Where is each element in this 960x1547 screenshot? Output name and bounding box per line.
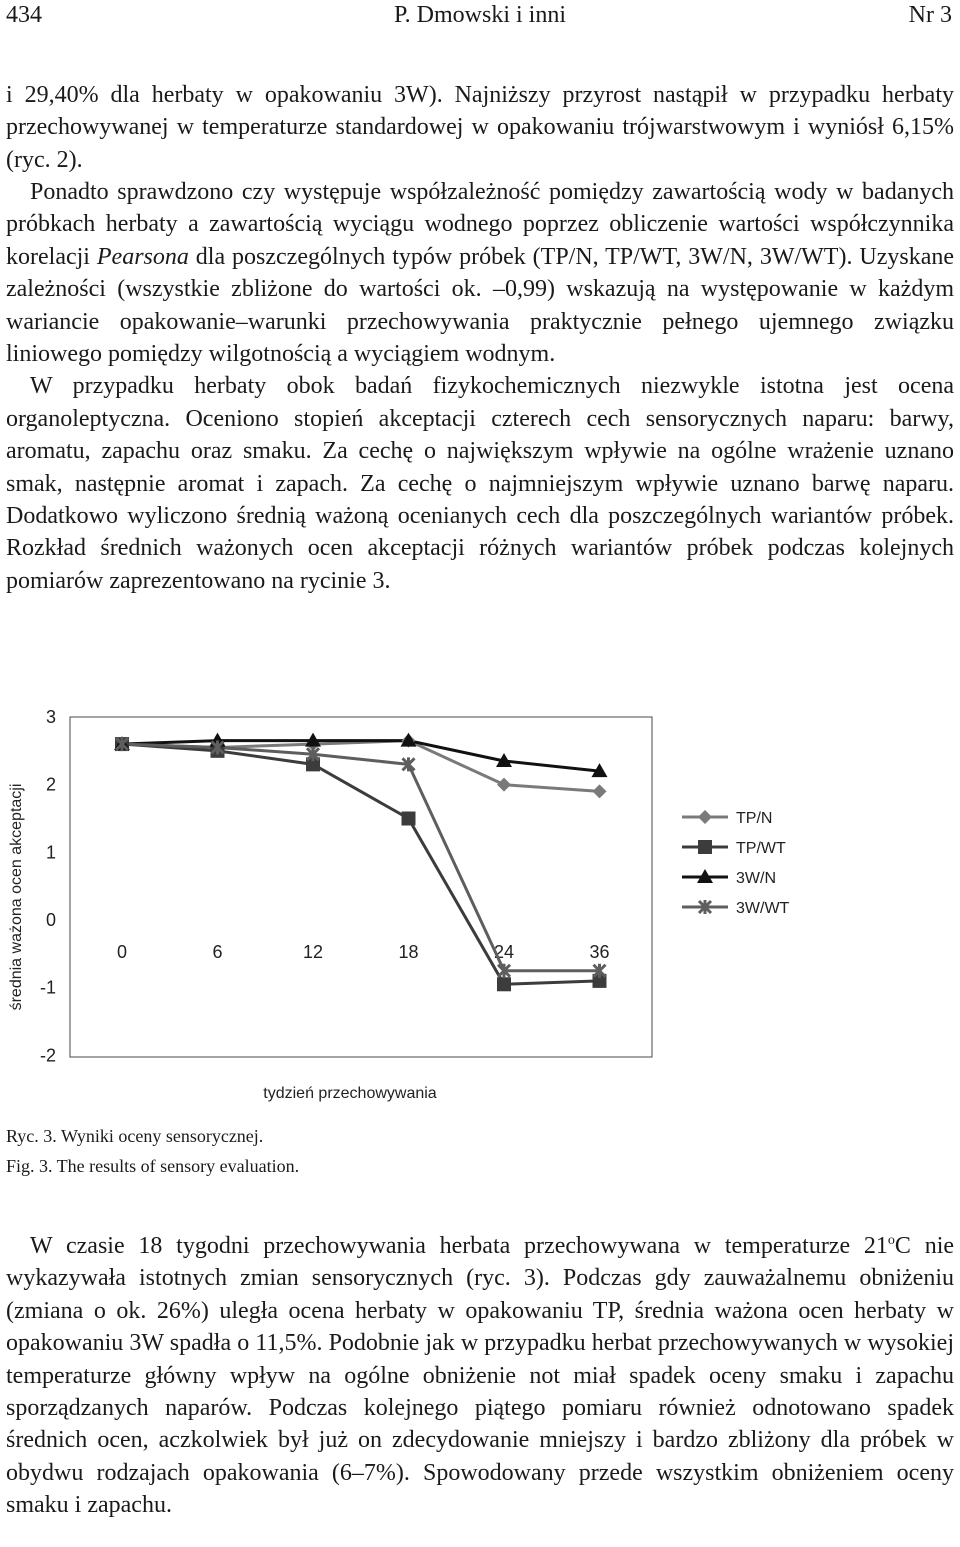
sensory-chart bbox=[0, 700, 960, 1120]
issue-number: Nr 3 bbox=[908, 2, 952, 28]
x-tick-label: 6 bbox=[212, 942, 223, 962]
degree-sup: o bbox=[887, 1233, 895, 1248]
data-point-tp-n bbox=[593, 784, 607, 798]
legend-label-tp-wt: TP/WT bbox=[736, 840, 786, 857]
figure-caption-pl: Ryc. 3. Wyniki oceny sensorycznej. bbox=[6, 1126, 264, 1146]
running-head-authors: P. Dmowski i inni bbox=[393, 2, 567, 28]
paragraph-intro: i 29,40% dla herbaty w opakowaniu 3W). Najniższy przyrost nastąpił w przypadku herbaty przechowywanej w temperaturze standardowej w opakowaniu trójwarstwowym i wyniósł 6,15% (ryc. 2). bbox=[6, 82, 954, 173]
series-line-tp-wt bbox=[122, 744, 600, 984]
x-tick-label: 18 bbox=[398, 942, 419, 962]
legend-marker-tp-wt bbox=[698, 840, 712, 854]
y-tick-labels bbox=[40, 707, 56, 1065]
paragraph-correlation bbox=[6, 176, 954, 370]
y-axis-label: średnia ważona ocen akceptacji bbox=[8, 783, 25, 1011]
paragraph-discussion bbox=[6, 1225, 954, 1522]
chart-legend bbox=[682, 810, 790, 917]
x-axis-label: tydzień przechowywania bbox=[263, 1085, 437, 1102]
data-point-tp-n bbox=[497, 778, 511, 792]
y-tick-label: 2 bbox=[45, 774, 56, 795]
x-tick-label: 12 bbox=[302, 942, 324, 962]
y-tick-label: -1 bbox=[39, 977, 56, 998]
y-tick-label: -2 bbox=[39, 1045, 56, 1066]
paragraph-block bbox=[6, 176, 954, 597]
paragraph-correlation-b: dla poszczególnych typów próbek (TP/N, TP/WT, 3W/N, 3W/WT). Uzyskane zależności (wszystkie zbliżone do wartości ok. –0,99) wskazują na występowanie w każdym wariancie opakowanie–warunki przechowywania praktycznie pełnego ujemnego związku liniowego pomiędzy wilgotnością a wyciągiem wodnym. bbox=[6, 243, 955, 368]
data-point-tp-wt bbox=[402, 812, 416, 826]
paragraph-sensory: W przypadku herbaty obok badań fizykochemicznych niezwykle istotna jest ocena organoleptyczna. Oceniono stopień akceptacji czterech cech sensorycznych naparu: barwy, aromatu, zapachu oraz smaku. Za cechę o największym wpływie na ogólne wrażenie uznano smak, następnie aromat i zapach. Za cechę o najmniejszym wpływie uznano barwę naparu. Dodatkowo wyliczono średnią ważoną ocenianych cech dla poszczególnych wariantów próbek. Rozkład średnich ważonych ocen akceptacji różnych wariantów próbek podczas kolejnych pomiarów zaprezentowano na rycinie 3. bbox=[6, 373, 954, 594]
paragraph-correlation-a: Ponadto sprawdzono czy występuje współzależność pomiędzy zawartością wody w badanych próbkach herbaty a zawartością wyciągu wodnego poprzez obliczenie wartości współczynnika korelacji bbox=[6, 179, 954, 270]
page-number: 434 bbox=[6, 2, 42, 28]
page-header bbox=[0, 0, 960, 34]
legend-label-tp-n: TP/N bbox=[736, 810, 773, 827]
y-tick-label: 3 bbox=[45, 707, 56, 727]
data-point-tp-wt bbox=[497, 977, 511, 991]
x-tick-label: 24 bbox=[493, 942, 515, 962]
y-tick-label: 1 bbox=[45, 842, 56, 863]
pearson-term: Pearsona bbox=[96, 243, 189, 270]
legend-label-3w-n: 3W/N bbox=[736, 870, 776, 887]
series-markers bbox=[114, 733, 608, 992]
series-line-3w-wt bbox=[122, 744, 600, 971]
x-tick-labels bbox=[117, 942, 610, 962]
paragraph-discussion-b: C nie wykazywała istotnych zmian sensorycznych (ryc. 3). Podczas gdy zauważalnemu obniżeniu (zmiana o ok. 26%) uległa ocena herbaty w opakowaniu TP, średnia ważona ocen herbaty w opakowaniu 3W spadła o 11,5%. Podobnie jak w przypadku herbat przechowywanych w wysokiej temperaturze główny wpływ na ogólne obniżenie not miał spadek oceny smaku i zapachu sporządzanych naparów. Podczas kolejnego piątego pomiaru również odnotowano spadek średnich ocen, aczkolwiek był już on zdecydowanie mniejszy i bardzo zbliżony dla próbek w obydwu rodzajach opakowania (6–7%). Spowodowany przede wszystkim obniżeniem oceny smaku i zapachu. bbox=[6, 1233, 955, 1519]
series-lines bbox=[122, 741, 600, 985]
x-tick-label: 36 bbox=[589, 942, 610, 962]
x-tick-label: 0 bbox=[116, 942, 128, 962]
figure-caption-en: Fig. 3. The results of sensory evaluation. bbox=[6, 1156, 300, 1176]
legend-label-3w-wt: 3W/WT bbox=[736, 900, 790, 917]
paragraph-discussion-a: W czasie 18 tygodni przechowywania herbata przechowywana w temperaturze 21 bbox=[30, 1233, 888, 1259]
y-tick-label: 0 bbox=[45, 910, 56, 930]
legend-marker-tp-n bbox=[698, 810, 712, 824]
